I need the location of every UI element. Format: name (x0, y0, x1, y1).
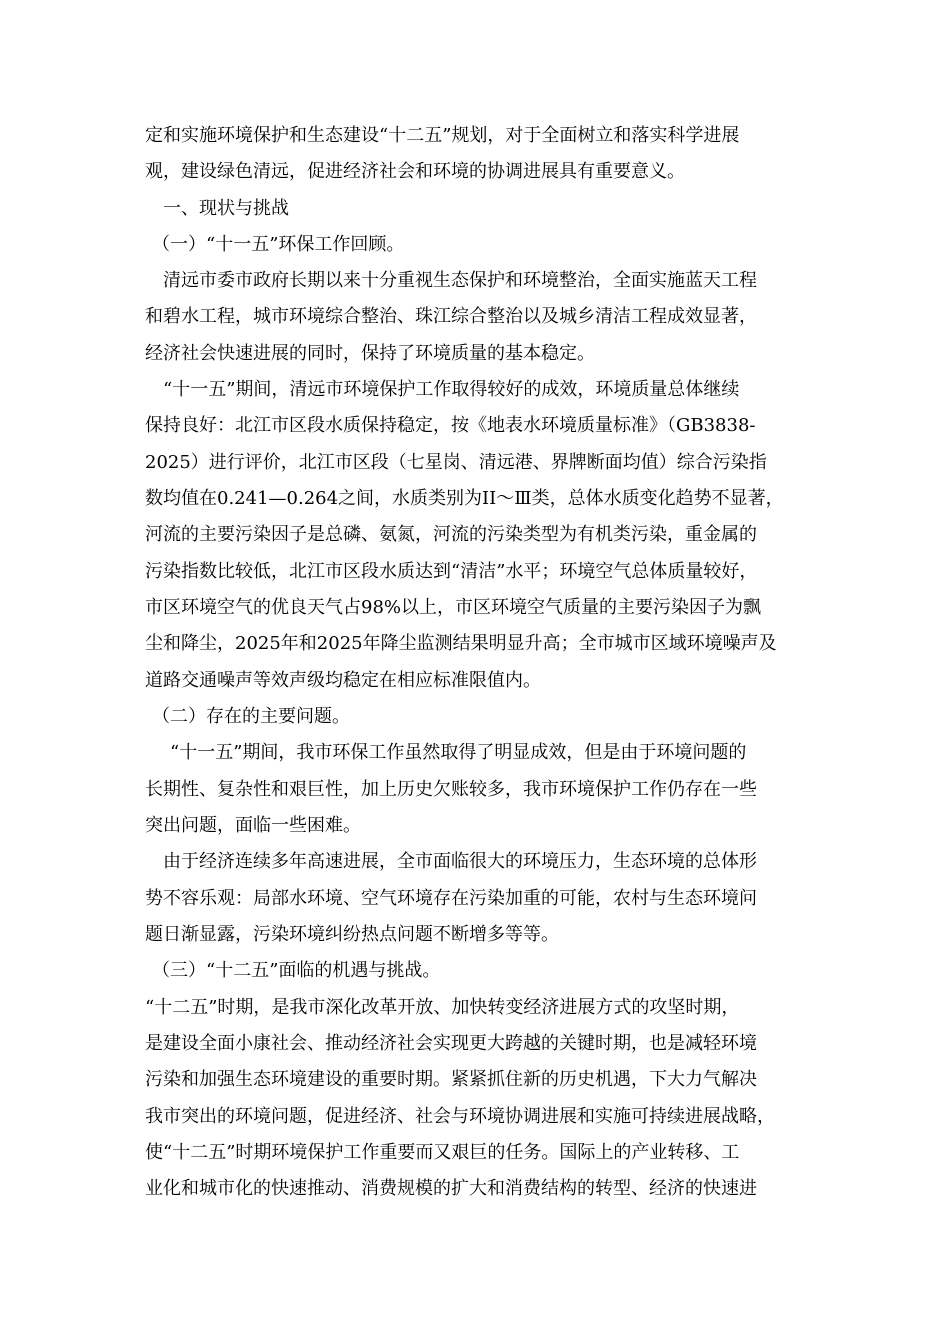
text-line: 和碧水工程，城市环境综合整治、珠江综合整治以及城乡清洁工程成效显著， (145, 306, 757, 327)
subsection-heading: （二）存在的主要问题。 (152, 706, 350, 727)
text-line: “十一五”期间，我市环保工作虽然取得了明显成效，但是由于环境问题的 (170, 742, 747, 763)
text-line: 长期性、复杂性和艰巨性，加上历史欠账较多，我市环境保护工作仍存在一些 (145, 779, 757, 800)
text-line: 尘和降尘，2025年和2025年降尘监测结果明显升高；全市城市区域环境噪声及 (145, 633, 777, 654)
text-line: 污染和加强生态环境建设的重要时期。紧紧抓住新的历史机遇，下大力气解决 (145, 1069, 757, 1090)
text-line: 清远市委市政府长期以来十分重视生态保护和环境整治，全面实施蓝天工程 (163, 270, 757, 291)
text-line: 观，建设绿色清远，促进经济社会和环境的协调进展具有重要意义。 (145, 161, 685, 182)
text-line: “十二五”时期，是我市深化改革开放、加快转变经济进展方式的攻坚时期， (145, 997, 740, 1018)
text-line: 经济社会快速进展的同时，保持了环境质量的基本稳定。 (145, 343, 595, 364)
text-line: 定和实施环境保护和生态建设“十二五”规划，对于全面树立和落实科学进展 (145, 125, 740, 146)
text-line: 污染指数比较低，北江市区段水质达到“清洁”水平；环境空气总体质量较好， (145, 561, 758, 582)
subsection-heading: （一）“十一五”环保工作回顾。 (152, 234, 405, 255)
text-line: “十一五”期间，清远市环境保护工作取得较好的成效，环境质量总体继续 (163, 379, 740, 400)
text-line: 河流的主要污染因子是总磷、氨氮，河流的污染类型为有机类污染，重金属的 (145, 524, 757, 545)
text-line: 数均值在0.241—0.264之间，水质类别为II～Ⅲ类，总体水质变化趋势不显著， (145, 488, 784, 509)
text-line: 突出问题，面临一些困难。 (145, 815, 361, 836)
section-heading: 一、现状与挑战 (163, 198, 289, 219)
text-line: 我市突出的环境问题，促进经济、社会与环境协调进展和实施可持续进展战略， (145, 1106, 775, 1127)
text-line: 是建设全面小康社会、推动经济社会实现更大跨越的关键时期，也是减轻环境 (145, 1033, 757, 1054)
text-line: 由于经济连续多年高速进展，全市面临很大的环境压力，生态环境的总体形 (163, 851, 757, 872)
text-line: 题日渐显露，污染环境纠纷热点问题不断增多等等。 (145, 924, 559, 945)
text-line: 2025）进行评价，北江市区段（七星岗、清远港、界牌断面均值）综合污染指 (145, 452, 767, 473)
text-line: 业化和城市化的快速推动、消费规模的扩大和消费结构的转型、经济的快速进 (145, 1178, 757, 1199)
text-line: 市区环境空气的优良天气占98%以上，市区环境空气质量的主要污染因子为飘 (145, 597, 762, 618)
subsection-heading: （三）“十二五”面临的机遇与挑战。 (152, 960, 441, 981)
text-line: 道路交通噪声等效声级均稳定在相应标准限值内。 (145, 670, 541, 691)
text-line: 保持良好：北江市区段水质保持稳定，按《地表水环境质量标准》（GB3838- (145, 415, 756, 436)
text-line: 势不容乐观：局部水环境、空气环境存在污染加重的可能，农村与生态环境问 (145, 888, 757, 909)
text-line: 使“十二五”时期环境保护工作重要而又艰巨的任务。国际上的产业转移、工 (145, 1142, 740, 1163)
